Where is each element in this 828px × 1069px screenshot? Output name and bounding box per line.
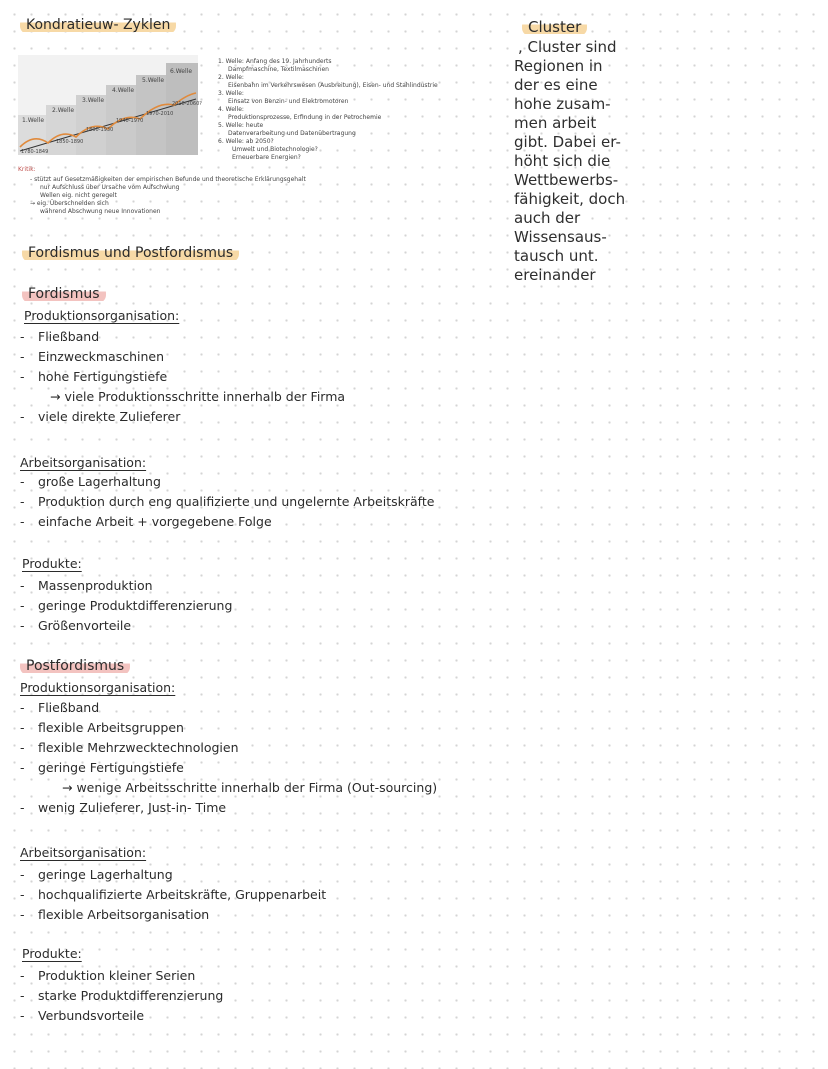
cluster-line: fähigkeit, doch <box>514 190 626 208</box>
list-item: - hohe Fertigungstiefe <box>20 369 168 384</box>
fordismus-produkte-list <box>20 576 232 636</box>
fordismus-arbeit-list <box>20 472 434 532</box>
list-item: - flexible Arbeitsorganisation <box>20 907 210 922</box>
kondratieff-title: Kondratieuw- Zyklen <box>20 16 176 34</box>
year-label-3: 1890-1930 <box>86 127 114 133</box>
cluster-line: der es eine <box>514 76 598 94</box>
kritik-list <box>30 176 306 216</box>
fordismus-produktion-head: Produktionsorganisation: <box>24 308 180 323</box>
legend-line: 4. Welle: <box>218 106 244 113</box>
wave-label-3: 3.Welle <box>82 97 105 104</box>
list-item: - Einzweckmaschinen <box>20 349 165 364</box>
postfordismus-arbeit-head: Arbeitsorganisation: <box>20 845 147 860</box>
list-item: - geringe Produktdifferenzierung <box>20 598 233 613</box>
cluster-definition <box>514 38 625 285</box>
list-item: - Fließband <box>20 329 100 344</box>
list-item: - Verbundsvorteile <box>20 1008 145 1023</box>
list-item: - viele direkte Zulieferer <box>20 409 181 424</box>
list-item: - flexible Arbeitsgruppen <box>20 720 184 735</box>
legend-line: Produktionsprozesse, Erfindung in der Petrochemie <box>228 114 382 121</box>
cluster-line: men arbeit <box>514 114 597 132</box>
cluster-line: Regionen in <box>514 57 603 75</box>
postfordismus-produkte-list <box>20 966 223 1026</box>
legend-line: Eisenbahn im Verkehrswesen (Ausbreitung), Eisen- und Stahlindustrie <box>228 82 438 89</box>
list-item: - hochqualifizierte Arbeitskräfte, Gruppenarbeit <box>20 887 327 902</box>
cluster-line: Wissensaus- <box>514 228 607 246</box>
list-item: - Massenproduktion <box>20 578 153 593</box>
list-item: → wenige Arbeitsschritte innerhalb der Firma (Out-sourcing) <box>62 780 438 795</box>
list-item: → viele Produktionsschritte innerhalb der Firma <box>50 389 346 404</box>
legend-line: 6. Welle: ab 2050? <box>218 138 274 145</box>
year-label-6: 2010-2060? <box>172 101 202 107</box>
legend-line: 5. Welle: heute <box>218 122 264 129</box>
list-item: - Größenvorteile <box>20 618 132 633</box>
postfordismus-produktion-head: Produktionsorganisation: <box>20 680 176 695</box>
list-item: - starke Produktdifferenzierung <box>20 988 224 1003</box>
wave-label-2: 2.Welle <box>52 107 75 114</box>
legend-line: Datenverarbeitung und Datenübertragung <box>228 130 356 137</box>
legend-line: 2. Welle: <box>218 74 244 81</box>
cluster-line: hohe zusam- <box>514 95 611 113</box>
legend-line: Dampfmaschine, Textilmaschinen <box>228 66 329 73</box>
postfordismus-arbeit-list <box>20 865 326 925</box>
year-label-2: 1850-1890 <box>56 139 84 145</box>
list-item: - wenig Zulieferer, Just-in- Time <box>20 800 227 815</box>
cluster-line: ereinander <box>514 266 596 284</box>
wave-label-4: 4.Welle <box>112 87 135 94</box>
cluster-line: gibt. Dabei er- <box>514 133 621 151</box>
kritik-line: Wellen eig. nicht geregelt <box>40 192 117 199</box>
cluster-line: Wettbewerbs- <box>514 171 619 189</box>
fordismus-produkte-head: Produkte: <box>22 556 82 571</box>
postfordismus-produktion-list <box>20 698 437 818</box>
year-label-5: 1970-2010 <box>146 111 174 117</box>
kritik-line: → eig. Überschneiden sich <box>30 200 109 207</box>
list-item: - Fließband <box>20 700 100 715</box>
main-title: Fordismus und Postfordismus <box>22 244 239 262</box>
fordismus-produktion-list <box>20 327 345 427</box>
list-item: - flexible Mehrzwecktechnologien <box>20 740 239 755</box>
step-6 <box>166 63 198 155</box>
year-label-1: 1780-1849 <box>21 149 49 155</box>
kritik-line: nur Aufschluss über Ursache vom Aufschwung <box>40 184 180 191</box>
legend-line: 3. Welle: <box>218 90 244 97</box>
wave-label-5: 5.Welle <box>142 77 165 84</box>
cluster-line: auch der <box>514 209 581 227</box>
list-item: - große Lagerhaltung <box>20 474 161 489</box>
legend-line: 1. Welle: Anfang des 19. Jahrhunderts <box>218 58 332 65</box>
list-item: - Produktion durch eng qualifizierte und ungelernte Arbeitskräfte <box>20 494 435 509</box>
list-item: - Produktion kleiner Serien <box>20 968 196 983</box>
fordismus-arbeit-head: Arbeitsorganisation: <box>20 455 147 470</box>
list-item: - einfache Arbeit + vorgegebene Folge <box>20 514 272 529</box>
wave-label-6: 6.Welle <box>170 68 193 75</box>
list-item: - geringe Fertigungstiefe <box>20 760 184 775</box>
kritik-line: während Abschwung neue Innovationen <box>40 208 161 215</box>
year-label-4: 1940-1970 <box>116 118 144 124</box>
cluster-line: tausch unt. <box>514 247 599 265</box>
legend-line: Umwelt und Biotechnologie? <box>232 146 318 153</box>
legend-line: Einsatz von Benzin- und Elektromotoren <box>228 98 349 105</box>
cluster-line: höht sich die <box>514 152 611 170</box>
kritik-label: Kritik: <box>18 166 36 173</box>
cluster-line: , Cluster sind <box>518 38 617 56</box>
legend-line: Erneuerbare Energien? <box>232 154 301 161</box>
postfordismus-produkte-head: Produkte: <box>22 946 82 961</box>
cluster-title: Cluster <box>522 18 587 36</box>
postfordismus-title: Postfordismus <box>20 657 130 675</box>
wave-label-1: 1.Welle <box>22 117 45 124</box>
fordismus-title: Fordismus <box>22 285 106 303</box>
wave-legend <box>218 58 438 162</box>
kritik-line: - stützt auf Gesetzmäßigkeiten der empirischen Befunde und theoretische Erklärungsgehalt <box>30 176 306 183</box>
list-item: - geringe Lagerhaltung <box>20 867 173 882</box>
